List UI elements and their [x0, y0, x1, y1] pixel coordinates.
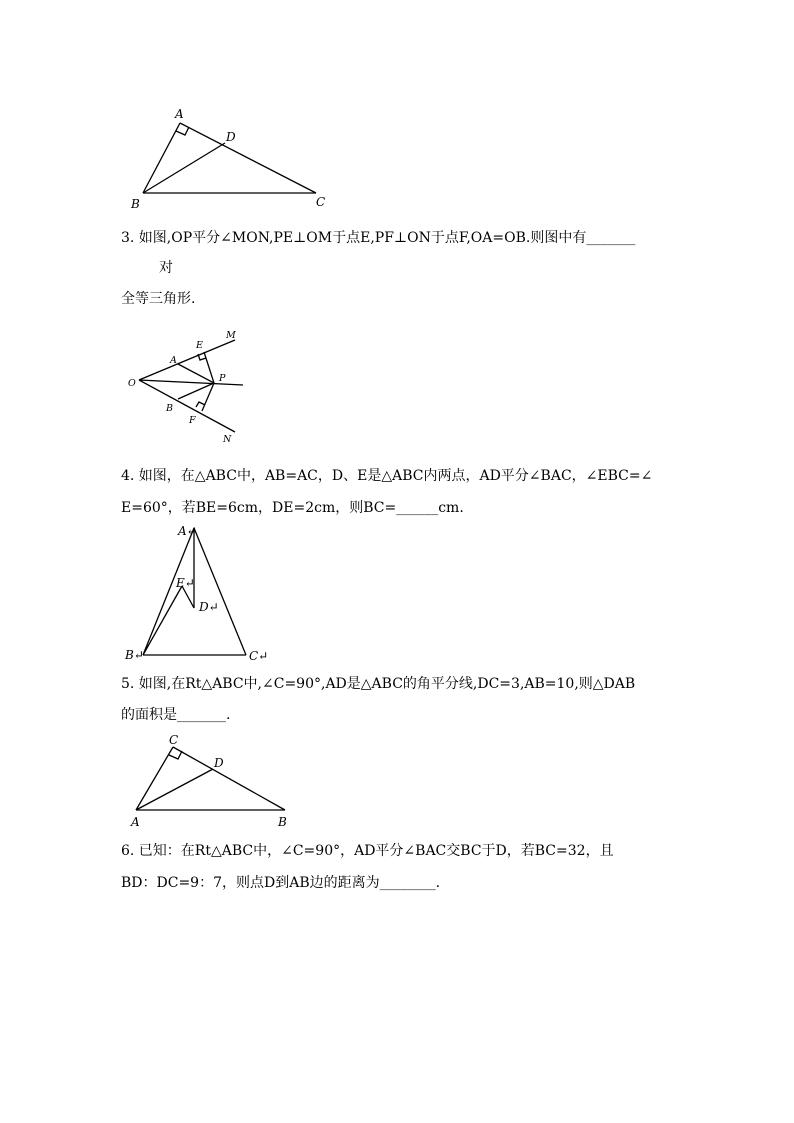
- fig3-label-p: P: [219, 373, 226, 384]
- fig4-label-e: E↵: [176, 576, 195, 590]
- q5-line-1: 5. 如图,在Rt△ABC中,∠C=90°,AD是△ABC的角平分线,DC=3,AB=10,则△DAB: [121, 676, 636, 692]
- fig3-label-a: A: [170, 355, 177, 366]
- q3-line-2: 对: [159, 260, 173, 276]
- fig1-label-a: A: [175, 107, 184, 121]
- fig3-label-n: N: [223, 434, 232, 445]
- fig5-label-b: B: [278, 815, 287, 829]
- q3-line-1: 3. 如图,OP平分∠MON,PE⊥OM于点E,PF⊥ON于点F,OA=OB.则图中有_______: [121, 230, 636, 246]
- fig4-label-a: A↵: [178, 524, 197, 538]
- fig1-label-b: B: [131, 197, 140, 211]
- fig5-edge-cb: [173, 747, 285, 810]
- q5-line-2: 的面积是_______.: [121, 707, 231, 723]
- fig3-label-m: M: [226, 330, 236, 341]
- fig3-label-f: F: [189, 415, 196, 426]
- fig1-label-d: D: [226, 130, 236, 144]
- q4-line-2: E=60°，若BE=6cm，DE=2cm，则BC=______cm.: [121, 500, 464, 516]
- fig1-label-c: C: [316, 195, 326, 209]
- q6-line-2: BD：DC=9：7，则点D到AB边的距离为________.: [121, 875, 441, 891]
- fig3-label-b: B: [166, 403, 173, 414]
- fig5-label-d: D: [214, 756, 224, 770]
- fig3-label-o: O: [128, 378, 136, 389]
- fig4-label-b: B↵: [125, 648, 144, 662]
- q4-line-1: 4. 如图，在△ABC中，AB=AC，D、E是△ABC内两点，AD平分∠BAC，∠EBC=∠: [121, 468, 653, 484]
- q3-line-3: 全等三角形.: [121, 291, 196, 307]
- q6-line-1: 6. 已知：在Rt△ABC中，∠C=90°，AD平分∠BAC交BC于D，若BC=32，且: [121, 843, 614, 859]
- fig5-label-c: C: [169, 733, 179, 747]
- fig3-label-e: E: [196, 340, 203, 351]
- fig5-right-angle-mark: [169, 751, 182, 759]
- fig4-label-c: C↵: [249, 649, 269, 663]
- fig5-label-a: A: [131, 815, 140, 829]
- fig4-label-d: D↵: [199, 600, 219, 614]
